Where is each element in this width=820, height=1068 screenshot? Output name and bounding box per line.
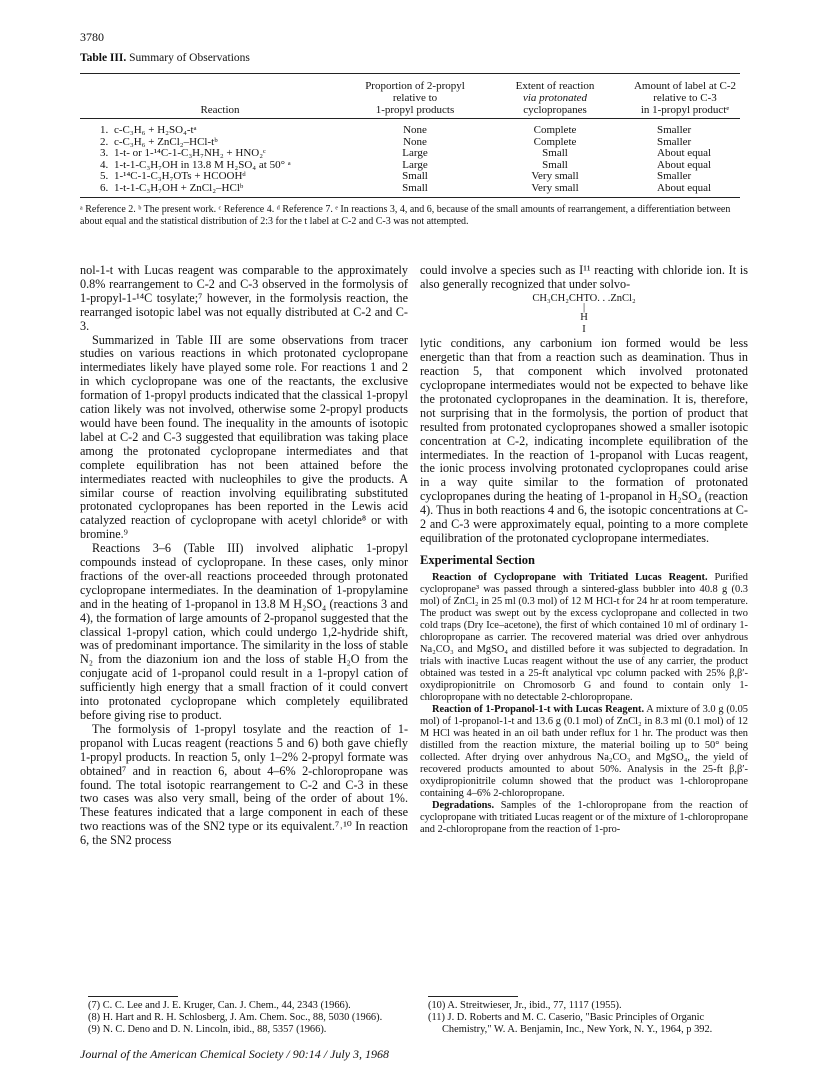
header-extent (490, 80, 620, 116)
paragraph-body: A mixture of 3.0 g (0.05 mol) of 1-propanol-1-t and 13.6 g (0.1 mol) of ZnCl₂ in 8.3 ml (0.1 mol) of 12 M HCl was heated in an oil bath under reflux for 1 hr. The product was then distilled from the reaction mixture, the material boiling up to 50° being collected. After drying over anhydrous Na₂CO₃ and MgSO₄, the yield of recovered products amounted to about 50%. Analysis in the 25-ft β,β′-oxydipropionitrile column showed that the product was 1-chloropropane containing 4–6% 2-chloropropane. (420, 703, 748, 799)
paragraph-body: Purified cyclopropane³ was passed through a sintered-glass bubbler into 40.8 g (0.3 mol) of ZnCl₂ in 25 ml (0.3 mol) of 12 M HCl-t for 24 hr at room temperature. The product was swept out by the excess cyclopropane and collected in two cold traps (Dry Ice–acetone), the first of which contained 10 ml of ordinary 1-chloropropane as carrier. The recovered material was dried over anhydrous Na₂CO₃ and MgSO₄ and distilled before it was subjected to degradation. In trials with inactive Lucas reagent without the use of any carrier, the product obtained was tested in a 25-ft analytical vpc column packed with 25% β,β′-oxydipropionitrile on Chromosorb G and found to contain only 1-chloropropane with no detectable 2-chloropropane. (420, 571, 748, 703)
reference: (9) N. C. Deno and D. N. Lincoln, ibid., 88, 5357 (1966). (88, 1024, 327, 1035)
table-cell-reaction: 1-t-1-C₃H₇OH + ZnCl₂–HClᵇ (114, 181, 244, 194)
table-header-rule (80, 118, 740, 119)
table-cell-proportion: None (403, 135, 427, 148)
header-line: relative to C-3 (653, 92, 717, 104)
table-cell-amount: About equal (657, 158, 712, 171)
experimental-text (420, 572, 748, 836)
paragraph-body: Samples of the 1-chloropropane from the reaction of cyclopropane with tritiated Lucas reagent or of the mixture of 1-chloropropane and 2-chloropropane from the reaction of 1-pro- (420, 799, 748, 835)
header-line: 1-propyl products (375, 104, 455, 116)
paragraph (420, 572, 748, 704)
table-cell-proportion: Large (402, 147, 428, 159)
table-cell-amount: About equal (657, 147, 712, 159)
paragraph (420, 704, 748, 800)
header-line: via protonated (522, 92, 588, 104)
table-cell-reaction: 1-t- or 1-¹⁴C-1-C₃H₇NH₂ + HNO₂ᶜ (114, 147, 266, 159)
header-proportion (340, 80, 490, 116)
table-cell-num: 4. (100, 158, 109, 171)
table-cell-num: 3. (100, 147, 109, 159)
table-cell-reaction: c-C₃H₆ + ZnCl₂–HCl-tᵇ (114, 135, 218, 148)
paragraph: Summarized in Table III are some observations from tracer studies on various reactions in which protonated cyclopropane intermediates likely have played some role. For reactions 1 and 2 in which cyclopropane was one of the reactants, the exclusive formation of 1-propyl products indicated that the classical 1-propyl cation likely was not involved, otherwise some 2-propyl products would have been found. The inequality in the amounts of isotopic label at C-2 and C-3 suggested that equilibration was taking place among the protonated cyclopropane intermediates and that complete equilibration has not been attained before the intermediates reacted with nucleophiles to give the products. A similar course of reaction involving equilibrating substituted protonated cyclopropanes has been reported in the Lewis acid catalyzed reaction of cyclopropane with acetyl chloride⁸ or with bromine.⁹ (80, 332, 408, 542)
table-cell-proportion: Small (402, 181, 428, 194)
table-cell-extent: Complete (533, 135, 577, 148)
table-cell-extent: Small (542, 158, 568, 171)
reference: Chemistry," W. A. Benjamin, Inc., New York, N. Y., 1964, p 392. (442, 1024, 713, 1035)
table-cell-extent: Complete (533, 124, 577, 136)
references-right (428, 1000, 712, 1036)
table-cell-reaction: 1-t-1-C₃H₇OH in 13.8 M H₂SO₄ at 50° ᵃ (114, 158, 291, 171)
table-cell-extent: Small (542, 147, 568, 159)
run-in-heading: Reaction of 1-Propanol-1-t with Lucas Reagent. (432, 703, 645, 715)
table-cell-amount: Smaller (657, 135, 692, 148)
structure-line: CH₃CH₂CHTO. . .ZnCl₂ (532, 292, 636, 304)
footnote-rule-right (428, 996, 518, 997)
paragraph: Reactions 3–6 (Table III) involved aliphatic 1-propyl compounds instead of cyclopropane. In these cases, only minor fractions of the over-all reactions proceeded through protonated cyclopropane intermediates. In the deamination of 1-propylamine and in the heating of 1-propanol in 13.8 M H₂SO₄ (reactions 3 and 4), the formation of large amounts of 2-propanol suggested that the classical 1-propyl cation, which could undergo 1,2-hydride shift, was of predominant importance. The similarity in the loss of stable N₂ from the diazonium ion and the loss of stable H₂O from the conjugate acid of 1-propanol could result in a 1-propyl cation of sufficiently high energy that a small fraction of it could convert into protonated cyclopropane which completely equilibrated before giving rise to product. (80, 541, 408, 722)
table-cell-reaction: c-C₃H₆ + H₂SO₄-tᵃ (114, 124, 197, 136)
left-column (80, 264, 408, 848)
paragraph: nol-1-t with Lucas reagent was comparable to the approximately 0.8% rearrangement to C-2 and C-3 observed in the formolysis of 1-propyl-1-¹⁴C tosylate;⁷ however, in the formolysis reaction, the rearranged isotopic label was not equally distributed at C-2 and C-3. (80, 263, 408, 333)
right-column (420, 264, 748, 836)
header-line: Proportion of 2-propyl (365, 80, 465, 92)
reference: (10) A. Streitwieser, Jr., ibid., 77, 1117 (1955). (428, 1000, 622, 1011)
footnote-rule-left (88, 996, 178, 997)
references-left (88, 1000, 382, 1036)
table-title: Summary of Observations (129, 52, 250, 64)
table-cell-reaction: 1-¹⁴C-1-C₃H₇OTs + HCOOHᵈ (114, 170, 246, 182)
section-heading: Experimental Section (420, 552, 535, 567)
structure-label: I (582, 323, 586, 335)
reference: (8) H. Hart and R. H. Schlosberg, J. Am. Chem. Soc., 88, 5030 (1966). (88, 1012, 383, 1023)
table-cell-extent: Very small (531, 181, 579, 194)
table-top-rule (80, 73, 740, 74)
table-cell-num: 5. (100, 170, 109, 182)
header-line: Amount of label at C-2 (633, 80, 737, 92)
run-in-heading: Degradations. (432, 799, 495, 811)
paragraph: The formolysis of 1-propyl tosylate and the reaction of 1-propanol with Lucas reagent (reactions 5 and 6) both gave chiefly 1-propyl products. In reaction 5, only 1–2% 2-propyl formate was obtained⁷ and in reaction 6, about 4–6% 2-chloropropane was found. The total isotopic rearrangement to C-2 and C-3 in these two cases was also very small, being of the order of about 1%. These features indicated that a large component in each of these two reactions was of the SN2 type or its equivalent.⁷˒¹⁰ In reaction 6, the SN2 process (80, 721, 408, 848)
paragraph: could involve a species such as I¹¹ reacting with chloride ion. It is also generally recognized that under solvo- (420, 263, 748, 291)
table-cell-num: 6. (100, 181, 109, 194)
header-reaction: Reaction (200, 104, 240, 116)
table-bottom-rule (80, 197, 740, 198)
table-cell-num: 1. (100, 124, 109, 136)
table-caption (80, 52, 250, 64)
paragraph (420, 800, 748, 836)
header-line: in 1-propyl productᵉ (640, 104, 730, 116)
page-number: 3780 (80, 30, 104, 44)
header-line: cyclopropanes (523, 104, 587, 116)
run-in-heading: Reaction of Cyclopropane with Tritiated Lucas Reagent. (432, 571, 708, 583)
table-cell-amount: Smaller (657, 170, 692, 182)
table-cell-proportion: Large (402, 158, 428, 171)
table-cell-proportion: Small (402, 170, 428, 182)
journal-footer: Journal of the American Chemical Society / 90:14 / July 3, 1968 (80, 1047, 390, 1061)
paragraph: lytic conditions, any carbonium ion formed would be less energetic than that from a reaction such as deamination. Thus in reaction 5, that component which involved protonated cyclopropane intermediates would not be expected to behave like the protonated cyclopropanes in the deamination. It is, therefore, not surprising that in the formolysis, the portion of product that resulted from protonated cyclopropanes showed a smaller isotopic concentration at C-2, indicating incomplete equilibration of the intermediates. In the reaction of 1-propanol with Lucas reagent, the ionic process involving protonated cyclopropanes could arise in a way quite similar to the formation of protonated cyclopropanes during the heating of 1-propanol in H₂SO₄ (reaction 4). Thus in both reactions 4 and 6, the isotopic concentrations at C-2 and C-3 were approximately equal, pointing to a more complete equilibration of the protonated cyclopropane intermediates. (420, 336, 748, 545)
table-cell-amount: Smaller (657, 124, 692, 136)
chemical-structure (420, 293, 748, 336)
table-footnote: ᵃ Reference 2. ᵇ The present work. ᶜ Reference 4. ᵈ Reference 7. ᵉ In reactions 3, 4, and 6, because of the small amounts of rearrangement, a differentiation between about equal and the statistical distribution of 2:3 for the t label at C-2 and C-3 was not attempted. (80, 204, 731, 227)
table-cell-extent: Very small (531, 170, 579, 182)
structure-bond: | (582, 302, 586, 314)
header-label-amount (615, 80, 755, 116)
table-cell-num: 2. (100, 135, 109, 148)
table-label: Table III. (80, 52, 127, 64)
header-line: relative to (392, 92, 438, 104)
reference: (7) C. C. Lee and J. E. Kruger, Can. J. Chem., 44, 2343 (1966). (88, 1000, 351, 1011)
table-cell-proportion: None (403, 124, 427, 136)
structure-line: H (580, 312, 588, 324)
reference: (11) J. D. Roberts and M. C. Caserio, "Basic Principles of Organic (428, 1012, 705, 1023)
header-line: Extent of reaction (515, 80, 595, 92)
table-cell-amount: About equal (657, 181, 712, 194)
